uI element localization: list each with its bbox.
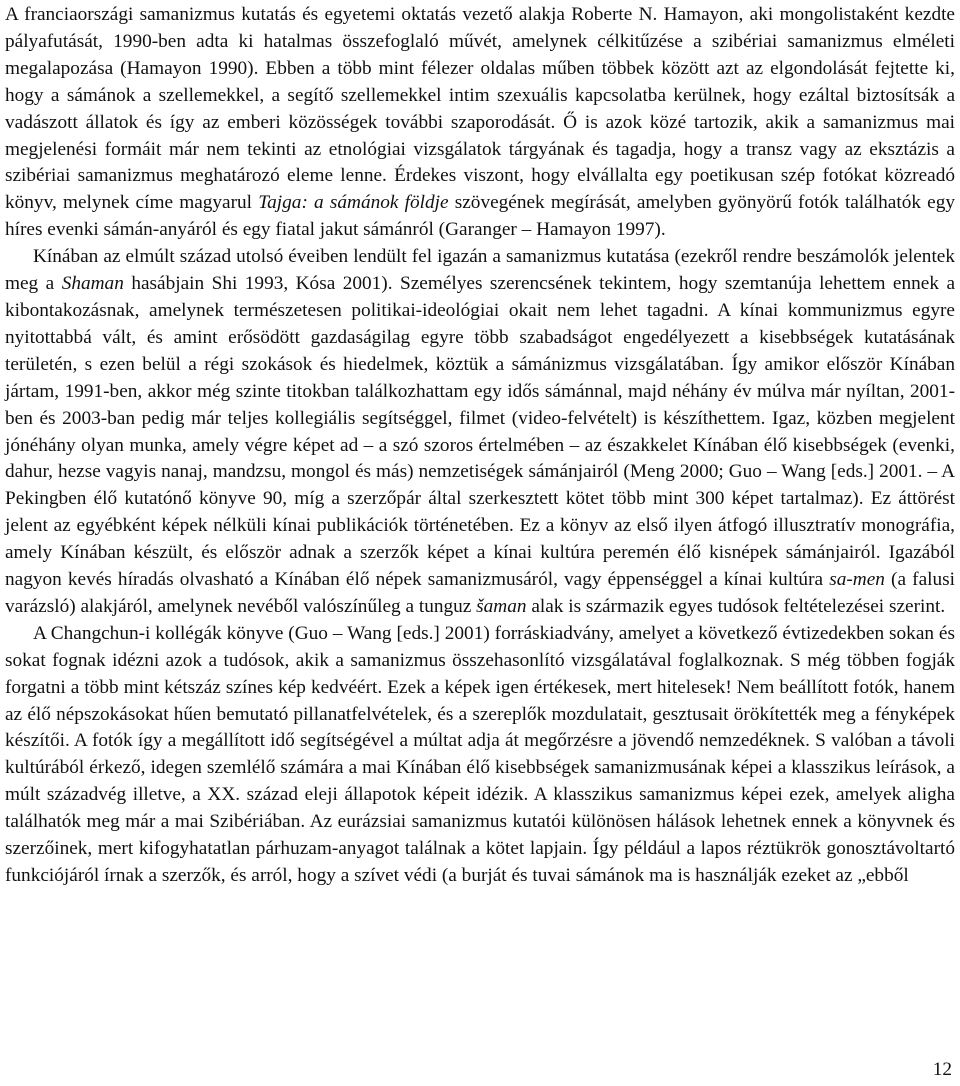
paragraph-2: [5, 244, 955, 621]
paragraph-1: [5, 2, 955, 244]
paragraph-3-text: A Changchun-i kollégák könyve (Guo – Wang [eds.] 2001) forráskiadvány, amelyet a következő évtizedekben sokan és sokat fognak idézni azok a tudósok, akik a samanizmus összehasonlító vizsgálatával foglalkoznak. S még többen fogják forgatni a több mint kétszáz színes kép kedvéért. Ezek a képek igen értékesek, mert hitelesek! Nem beállított fotók, hanem az élő népszokásokat hűen bemutató pillanatfelvételek, és a szereplők mozdulatait, gesztusait örökítették meg a fényképek készítői. A fotók így a megállított idő segítségével a múltat adja át megőrzésre a jövendő nemzedéknek. S valóban a távoli kultúrából érkező, idegen szemlélő számára a mai Kínában élő kisebbségek samanizmusának képei a klasszikus leírások, a múlt századvég illetve, a XX. század eleji állapotok képeit idézik. A klasszikus samanizmus képei ezek, amelyek aligha találhatók meg már a mai Szibériában. Az eurázsiai samanizmus kutatói különösen hálások lehetnek ennek a könyvnek és szerzőinek, mert kifogyhatatlan párhuzam-anyagot találnak a kötet lapjain. Így például a lapos réztükrök gonosztávoltartó funkciójáról írnak a szerzők, és arról, hogy a szívet védi (a burját és tuvai sámánok ma is használják ezeket az „ebből: [5, 622, 955, 886]
paragraph-1-text-b: szövegének megírását, amelyben gyönyörű fotók találhatók egy híres evenki sámán-anyáról és egy fiatal jakut sámánról (Garanger – Hamayon 1997).: [5, 192, 956, 241]
document-body: [5, 2, 955, 890]
term-saman: šaman: [476, 595, 527, 617]
paragraph-2-text-d: alak is származik egyes tudósok feltételezései szerint.: [526, 595, 946, 617]
paragraph-2-text-b: hasábjain Shi 1993, Kósa 2001). Személyes szerencsének tekintem, hogy szemtanúja lehettem ennek a kibontakozásnak, amelynek természetesen politikai-ideológiai okait nem lehet tagadni. A kínai kommunizmus egyre nyitottabbá vált, és amint erősödött gazdaságilag egyre több szabadságot engedélyezett a kisebbségek kutatásának területén, s ezen belül a régi szokások és hiedelmek, köztük a sámánizmus vizsgálatában. Így amikor először Kínában jártam, 1991-ben, akkor még szinte titokban találkozhattam egy idős sámánnal, majd néhány év múlva már nyíltan, 2001-ben és 2003-ban pedig már teljes kollegiális segítséggel, filmet (video-felvételt) is készíthettem. Igaz, közben megjelent jónéhány olyan munka, amely végre képet ad – a szó szoros értelmében – az északkelet Kínában élő kisebbségek (evenki, dahur, hezse vagyis nanaj, mandzsu, mongol és más) nemzetiségek sámánjairól (Meng 2000; Guo – Wang [eds.] 2001. – A Pekingben élő kutatónő könyve 90, míg a szerzőpár által szerkesztett kötet több mint 300 képet tartalmaz). Ez áttörést jelent az egyébként képek nélküli kínai publikációk történetében. Ez a könyv az első ilyen átfogó illusztratív monográfia, amely Kínában készült, és először adnak a szerzők képet a kínai kultúra peremén élő kisnépek sámánjairól. Igazából nagyon kevés híradás olvasható a Kínában élő népek samanizmusáról, vagy éppenséggel a kínai kultúra: [5, 273, 955, 591]
paragraph-1-text-a: A franciaországi samanizmus kutatás és egyetemi oktatás vezető alakja Roberte N. Hamayon, aki mongolistaként kezdte pályafutását, 1990-ben adta ki hatalmas összefoglaló művét, amelynek célkitűzése a szibériai samanizmus elméleti megalapozása (Hamayon 1990). Ebben a több mint félezer oldalas műben többek között azt az elgondolását fejtette ki, hogy a sámánok a szellemekkel, a segítő szellemekkel intim szexuális kapcsolatba kerülnek, hogy ezáltal biztosítsák a vadászott állatok és így az emberi közösségek további szaporodását. Ő is azok közé tartozik, akik a samanizmus mai megjelenési formáit már nem tekinti az etnológiai vizsgálatok tárgyának és tagadja, hogy a transz vagy az eksztázis a szibériai samanizmus meghatározó eleme lenne. Érdekes viszont, hogy elvállalta egy poetikusan szép fotókat közreadó könyv, melynek címe magyarul: [5, 4, 955, 214]
page-number: 12: [932, 1059, 952, 1080]
paragraph-3: [5, 621, 955, 890]
journal-title-shaman: Shaman: [61, 273, 124, 295]
book-title-taiga: Tajga: a sámánok földje: [258, 192, 449, 214]
paragraph-2-text-c: (a falusi varázsló) alakjáról, amelynek nevéből valószínűleg a tunguz: [5, 569, 955, 617]
term-sa-men: sa-men: [829, 569, 885, 591]
paragraph-2-text-a: Kínában az elmúlt század utolsó éveiben lendült fel igazán a samanizmus kutatása (ezekről rendre beszámolók jelentek meg a: [5, 246, 955, 295]
